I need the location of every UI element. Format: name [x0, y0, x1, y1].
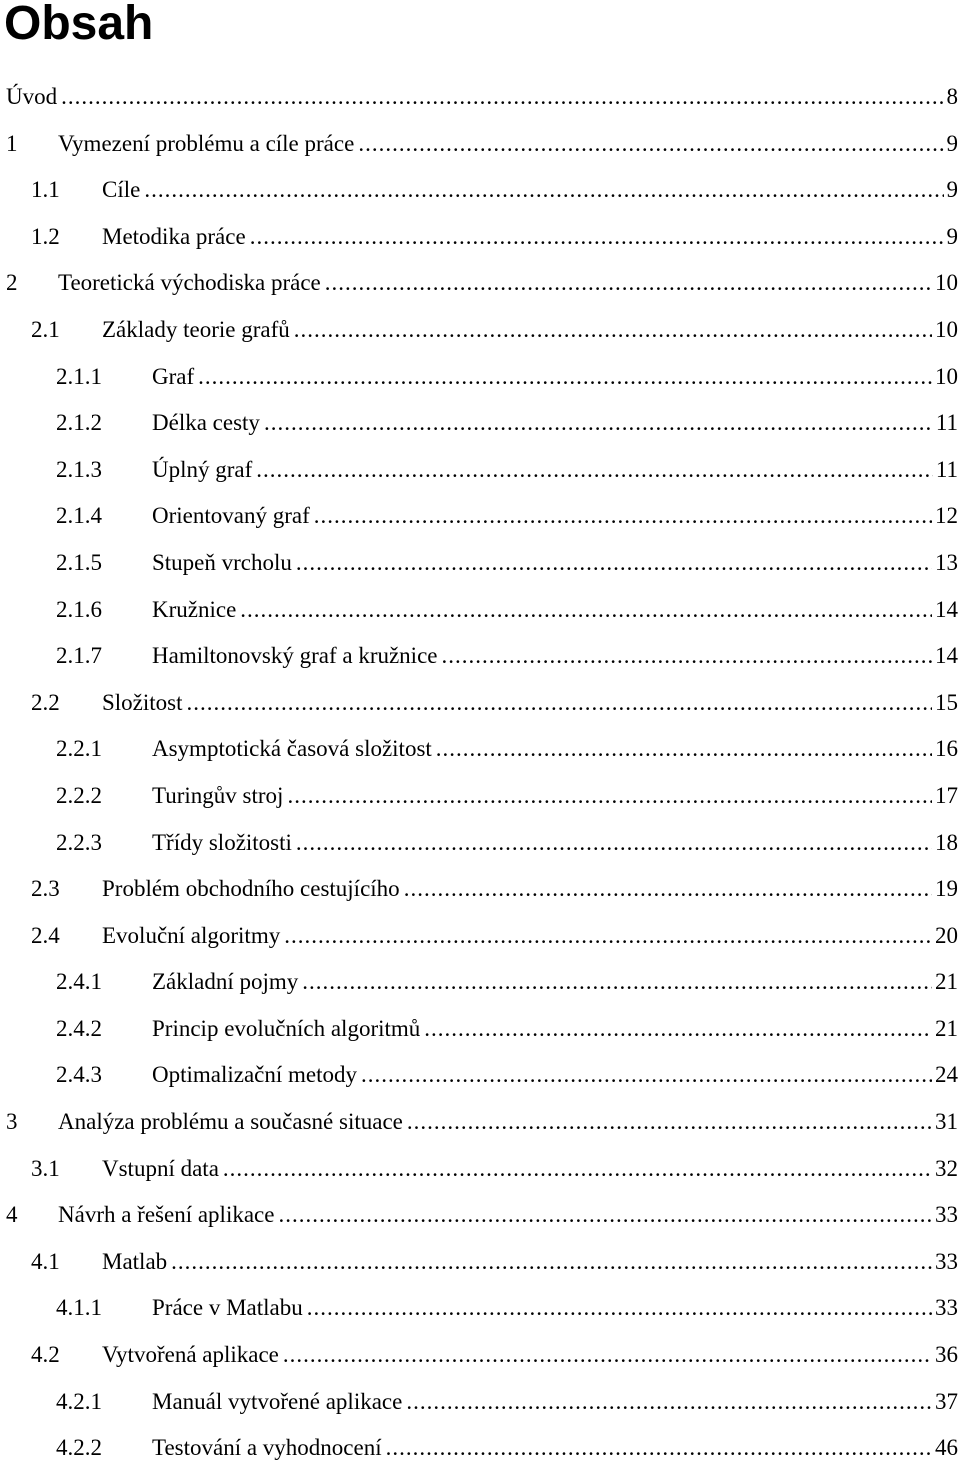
toc-entry-number: 2.4.3	[56, 1062, 102, 1088]
dot-leader	[284, 913, 932, 960]
toc-entry-page-number: 21	[935, 969, 958, 995]
toc-entry-number: 4	[6, 1202, 18, 1228]
dot-leader	[325, 260, 932, 307]
toc-entry-label[interactable]: Práce v Matlabu	[152, 1295, 303, 1321]
toc-entry[interactable]	[0, 959, 960, 1006]
dot-leader	[296, 820, 932, 867]
dot-leader	[404, 866, 932, 913]
toc-entry[interactable]	[0, 74, 960, 121]
toc-entry[interactable]	[0, 540, 960, 587]
toc-entry-page-number: 33	[935, 1295, 958, 1321]
dot-leader	[283, 1332, 932, 1379]
toc-entry-number: 3.1	[31, 1155, 60, 1181]
toc-entry-label[interactable]: Graf	[152, 363, 195, 389]
dot-leader	[187, 680, 932, 727]
toc-entry-label[interactable]: Vymezení problému a cíle práce	[58, 130, 355, 156]
toc-entry-number: 2.4	[31, 922, 60, 948]
dot-leader	[307, 1285, 932, 1332]
dot-leader	[407, 1099, 932, 1146]
toc-entry-number: 2.3	[31, 876, 60, 902]
dot-leader	[436, 726, 932, 773]
toc-entry[interactable]	[0, 493, 960, 540]
toc-entry-page-number: 24	[935, 1062, 958, 1088]
toc-entry-number: 4.2	[31, 1342, 60, 1368]
toc-entry-label[interactable]: Stupeň vrcholu	[152, 549, 292, 575]
dot-leader	[424, 1006, 932, 1053]
toc-entry-label[interactable]: Třídy složitosti	[152, 829, 292, 855]
toc-entry[interactable]	[0, 913, 960, 960]
toc-entry-page-number: 31	[935, 1109, 958, 1135]
toc-entry[interactable]	[0, 726, 960, 773]
toc-entry-label[interactable]: Turingův stroj	[152, 782, 284, 808]
toc-entry[interactable]	[0, 1099, 960, 1146]
toc-entry-page-number: 12	[935, 503, 958, 529]
toc-entry-page-number: 14	[935, 643, 958, 669]
dot-leader	[61, 74, 943, 121]
toc-entry-number: 2.1.2	[56, 410, 102, 436]
toc-entry-page-number: 10	[935, 316, 958, 342]
toc-entry-number: 1.1	[31, 177, 60, 203]
toc-entry-label[interactable]: Cíle	[102, 177, 141, 203]
dot-leader	[144, 167, 943, 214]
toc-entry-label[interactable]: Asymptotická časová složitost	[152, 736, 432, 762]
toc-entry-page-number: 18	[935, 829, 958, 855]
toc-entry-label[interactable]: Metodika práce	[102, 223, 246, 249]
toc-entry[interactable]	[0, 633, 960, 680]
toc-entry-page-number: 20	[935, 922, 958, 948]
toc-entry-page-number: 9	[946, 130, 958, 156]
dot-leader	[171, 1239, 932, 1286]
dot-leader	[250, 214, 944, 261]
toc-entry-number: 4.1	[31, 1248, 60, 1274]
toc-entry-label[interactable]: Základní pojmy	[152, 969, 299, 995]
toc-entry-page-number: 13	[935, 549, 958, 575]
toc-entry-label[interactable]: Optimalizační metody	[152, 1062, 358, 1088]
toc-entry-number: 2.1.3	[56, 456, 102, 482]
toc-entry-label[interactable]: Analýza problému a současné situace	[58, 1109, 403, 1135]
toc-entry[interactable]	[0, 1332, 960, 1379]
toc-entry-number: 2.1.6	[56, 596, 102, 622]
toc-entry-label[interactable]: Orientovaný graf	[152, 503, 310, 529]
toc-entry[interactable]	[0, 1285, 960, 1332]
toc-entry-label[interactable]: Vstupní data	[102, 1155, 219, 1181]
toc-entry[interactable]	[0, 820, 960, 867]
toc-entry-number: 2.4.2	[56, 1015, 102, 1041]
toc-entry[interactable]	[0, 1379, 960, 1426]
toc-entry[interactable]	[0, 866, 960, 913]
dot-leader	[264, 400, 933, 447]
toc-entry-number: 3	[6, 1109, 18, 1135]
toc-entry-number: 2.2.2	[56, 782, 102, 808]
toc-entry[interactable]	[0, 354, 960, 401]
toc-entry-page-number: 9	[946, 223, 958, 249]
toc-entry[interactable]	[0, 1192, 960, 1239]
toc-entry-number: 2.4.1	[56, 969, 102, 995]
toc-entry-number: 2	[6, 270, 18, 296]
toc-entry-label[interactable]: Evoluční algoritmy	[102, 922, 281, 948]
toc-entry-page-number: 16	[935, 736, 958, 762]
toc-entry-label[interactable]: Návrh a řešení aplikace	[58, 1202, 275, 1228]
toc-entry-page-number: 21	[935, 1015, 958, 1041]
dot-leader	[223, 1146, 932, 1193]
toc-entry-page-number: 14	[935, 596, 958, 622]
toc-entry-number: 2.2	[31, 689, 60, 715]
toc-entry[interactable]	[0, 307, 960, 354]
toc-entry-label[interactable]: Testování a vyhodnocení	[152, 1435, 382, 1461]
toc-entry-label[interactable]: Délka cesty	[152, 410, 260, 436]
toc-entry-number: 4.1.1	[56, 1295, 102, 1321]
toc-entry-label[interactable]: Vytvořená aplikace	[102, 1342, 279, 1368]
toc-entry-label[interactable]: Teoretická východiska práce	[58, 270, 321, 296]
toc-entry[interactable]	[0, 1239, 960, 1286]
toc-entry[interactable]	[0, 1425, 960, 1472]
dot-leader	[302, 959, 932, 1006]
toc-entry-page-number: 37	[935, 1388, 958, 1414]
page-title: Obsah	[4, 0, 154, 50]
toc-entry[interactable]	[0, 1052, 960, 1099]
toc-entry[interactable]	[0, 587, 960, 634]
toc-entry-number: 4.2.2	[56, 1435, 102, 1461]
toc-entry-page-number: 46	[935, 1435, 958, 1461]
dot-leader	[361, 1052, 932, 1099]
toc-entry-page-number: 36	[935, 1342, 958, 1368]
toc-entry-number: 2.1.1	[56, 363, 102, 389]
dot-leader	[386, 1425, 932, 1472]
dot-leader	[198, 354, 932, 401]
toc-entry-label[interactable]: Složitost	[102, 689, 183, 715]
toc-entry-page-number: 11	[935, 456, 958, 482]
toc-entry-page-number: 8	[946, 84, 958, 109]
dot-leader	[278, 1192, 932, 1239]
dot-leader	[314, 493, 932, 540]
toc-entry-label[interactable]: Kružnice	[152, 596, 237, 622]
toc-entry-label[interactable]: Princip evolučních algoritmů	[152, 1015, 421, 1041]
dot-leader	[442, 633, 933, 680]
toc-entry-page-number: 10	[935, 363, 958, 389]
toc-entry-page-number: 11	[935, 410, 958, 436]
dot-leader	[296, 540, 932, 587]
dot-leader	[358, 121, 943, 168]
toc-entry[interactable]	[0, 214, 960, 261]
toc-entry[interactable]	[0, 1146, 960, 1193]
toc-entry[interactable]	[0, 1006, 960, 1053]
toc-entry-label[interactable]: Základy teorie grafů	[102, 316, 290, 342]
toc-entry-page-number: 33	[935, 1202, 958, 1228]
dot-leader	[256, 447, 933, 494]
toc-entry-number: 1	[6, 130, 18, 156]
toc-entry-label[interactable]: Úvod	[6, 84, 58, 109]
toc-entry-page-number: 15	[935, 689, 958, 715]
toc-entry[interactable]	[0, 773, 960, 820]
toc-entry-page-number: 32	[935, 1155, 958, 1181]
toc-entry-number: 4.2.1	[56, 1388, 102, 1414]
toc-entry-page-number: 17	[935, 782, 958, 808]
dot-leader	[406, 1379, 932, 1426]
toc-entry-page-number: 10	[935, 270, 958, 296]
toc-entry-number: 2.1.4	[56, 503, 102, 529]
toc-entry[interactable]	[0, 121, 960, 168]
toc-entry-label[interactable]: Hamiltonovský graf a kružnice	[152, 643, 438, 669]
toc-entry-page-number: 33	[935, 1248, 958, 1274]
table-of-contents	[0, 74, 960, 1472]
toc-entry-number: 2.1	[31, 316, 60, 342]
toc-entry[interactable]	[0, 167, 960, 214]
toc-entry-page-number: 9	[946, 177, 958, 203]
toc-entry-label[interactable]: Úplný graf	[152, 456, 253, 482]
toc-entry-number: 2.1.5	[56, 549, 102, 575]
toc-entry-number: 1.2	[31, 223, 60, 249]
toc-entry-number: 2.1.7	[56, 643, 102, 669]
toc-entry-number: 2.2.3	[56, 829, 102, 855]
toc-entry[interactable]	[0, 260, 960, 307]
toc-entry-page-number: 19	[935, 876, 958, 902]
toc-entry[interactable]	[0, 447, 960, 494]
dot-leader	[240, 587, 932, 634]
toc-entry-label[interactable]: Problém obchodního cestujícího	[102, 876, 400, 902]
toc-entry-number: 2.2.1	[56, 736, 102, 762]
toc-entry[interactable]	[0, 400, 960, 447]
toc-entry-label[interactable]: Manuál vytvořené aplikace	[152, 1388, 403, 1414]
dot-leader	[287, 773, 932, 820]
dot-leader	[294, 307, 932, 354]
toc-entry[interactable]	[0, 680, 960, 727]
toc-entry-label[interactable]: Matlab	[102, 1248, 168, 1274]
